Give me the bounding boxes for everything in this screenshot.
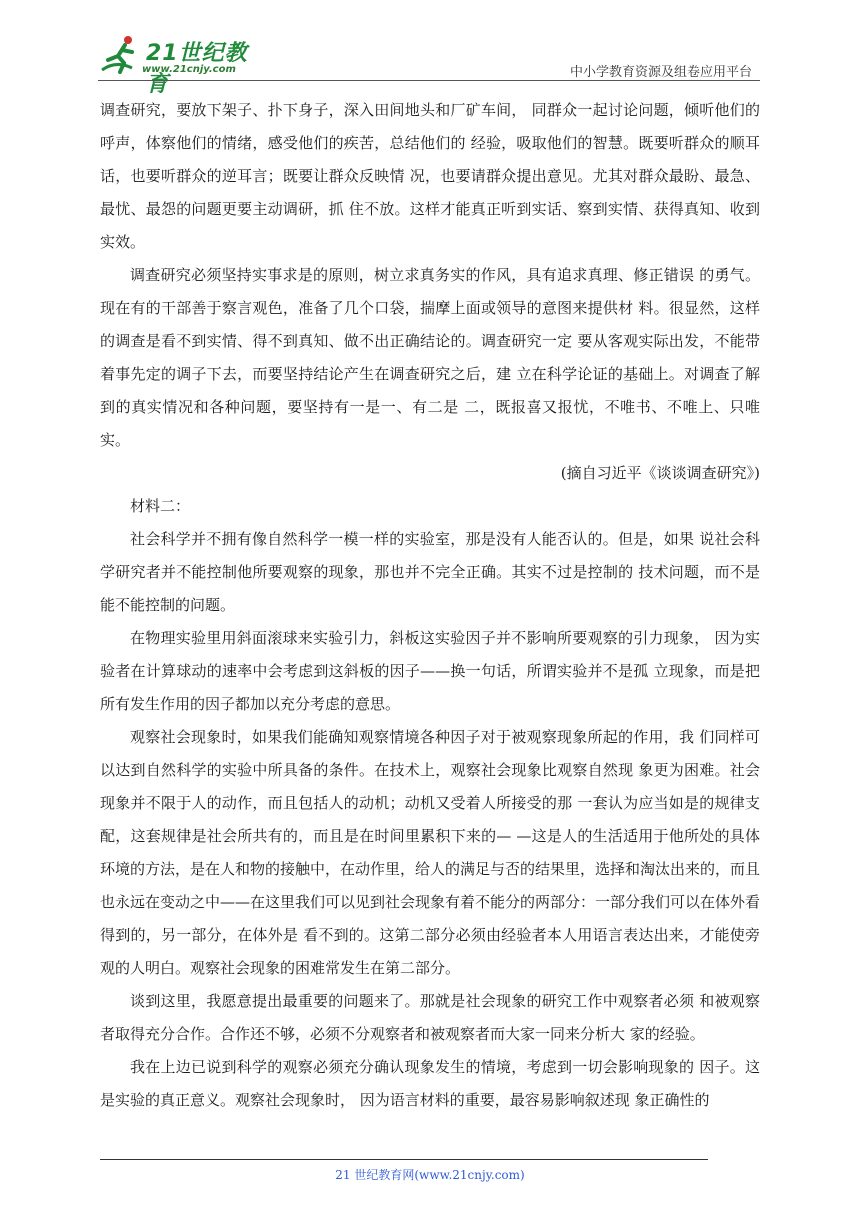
- paragraph: 在物理实验里用斜面滚球来实验引力，斜板这实验因子并不影响所要观察的引力现象， 因为实验者在计算球动的速率中会考虑到这斜板的因子——换一句话，所谓实验并不是孤 立现象，而是把所有发生作用的因子都加以充分考虑的意思。: [100, 629, 760, 713]
- page-header: [98, 30, 760, 97]
- paragraph: 调查研究，要放下架子、扑下身子，深入田间地头和厂矿车间， 同群众一起讨论问题，倾听他们的呼声，体察他们的情绪，感受他们的疾苦，总结他们的 经验，吸取他们的智慧。既要听群众的顺耳话，也要听群众的逆耳言；既要让群众反映情 况，也要请群众提出意见。尤其对群众最盼、最急、最忧、最怨的问题更要主动调研，抓 住不放。这样才能真正听到实话、察到实情、获得真知、收到实效。: [100, 101, 760, 251]
- paragraph: 我在上边已说到科学的观察必须充分确认现象发生的情境，考虑到一切会影响现象的 因子。这是实验的真正意义。观察社会现象时， 因为语言材料的重要，最容易影响叙述现 象正确性的: [100, 1058, 760, 1109]
- section-heading: 材料二：: [130, 497, 191, 515]
- paragraph: 谈到这里，我愿意提出最重要的问题来了。那就是社会现象的研究工作中观察者必须 和被观察者取得充分合作。合作还不够，必须不分观察者和被观察者而大家一同来分析大 家的经验。: [100, 992, 760, 1043]
- platform-title: 中小学教育资源及组卷应用平台: [569, 65, 752, 80]
- document-body: [100, 94, 760, 1117]
- paragraph: 调查研究必须坚持实事求是的原则，树立求真务实的作风，具有追求真理、修正错误 的勇气。现在有的干部善于察言观色，准备了几个口袋，揣摩上面或领导的意图来提供材 料。很显然，这样的调查是看不到实情、得不到真知、做不出正确结论的。调查研究一定 要从客观实际出发，不能带着事先定的调子下去，而要坚持结论产生在调查研究之后，建 立在科学论证的基础上。对调查了解到的真实情况和各种问题，要坚持有一是一、有二是 二，既报喜又报忧，不唯书、不唯上、只唯实。: [100, 266, 760, 449]
- paragraph: 社会科学并不拥有像自然科学一模一样的实验室，那是没有人能否认的。但是，如果 说社会科学研究者并不能控制他所要观察的现象，那也并不完全正确。其实不过是控制的 技术问题，而不是能不能控制的问题。: [100, 530, 760, 614]
- site-logo[interactable]: [98, 30, 268, 97]
- source-citation: (摘自习近平《谈谈调查研究》): [560, 464, 760, 482]
- logo-text: 21世纪教育: [146, 41, 248, 97]
- paragraph: 观察社会现象时，如果我们能确知观察情境各种因子对于被观察现象所起的作用，我 们同样可以达到自然科学的实验中所具备的条件。在技术上，观察社会现象比观察自然现 象更为困难。社会现象并不限于人的动作，而且包括人的动机；动机又受着人所接受的那 一套认为应当如是的规律支配，这套规律是社会所共有的，而且是在时间里累积下来的— —这是人的生活适用于他所处的具体环境的方法，是在人和物的接触中，在动作里，给人的满足与否的结果里，选择和淘汰出来的，而且也永远在变动之中——在这里我们可以见到社会现象有着不能分的两部分：一部分我们可以在体外看得到的，另一部分，在体外是 看不到的。这第二部分必须由经验者本人用语言表达出来，才能使旁观的人明白。观察社会现象的困难常发生在第二部分。: [100, 728, 761, 977]
- footer-divider: [100, 1159, 708, 1160]
- logo-url: www.21cnjy.com: [142, 64, 236, 75]
- page-footer[interactable]: 21 世纪教育网(www.21cnjy.com): [335, 1168, 525, 1182]
- runner-logo-icon: [98, 30, 148, 80]
- header-divider: [98, 80, 760, 81]
